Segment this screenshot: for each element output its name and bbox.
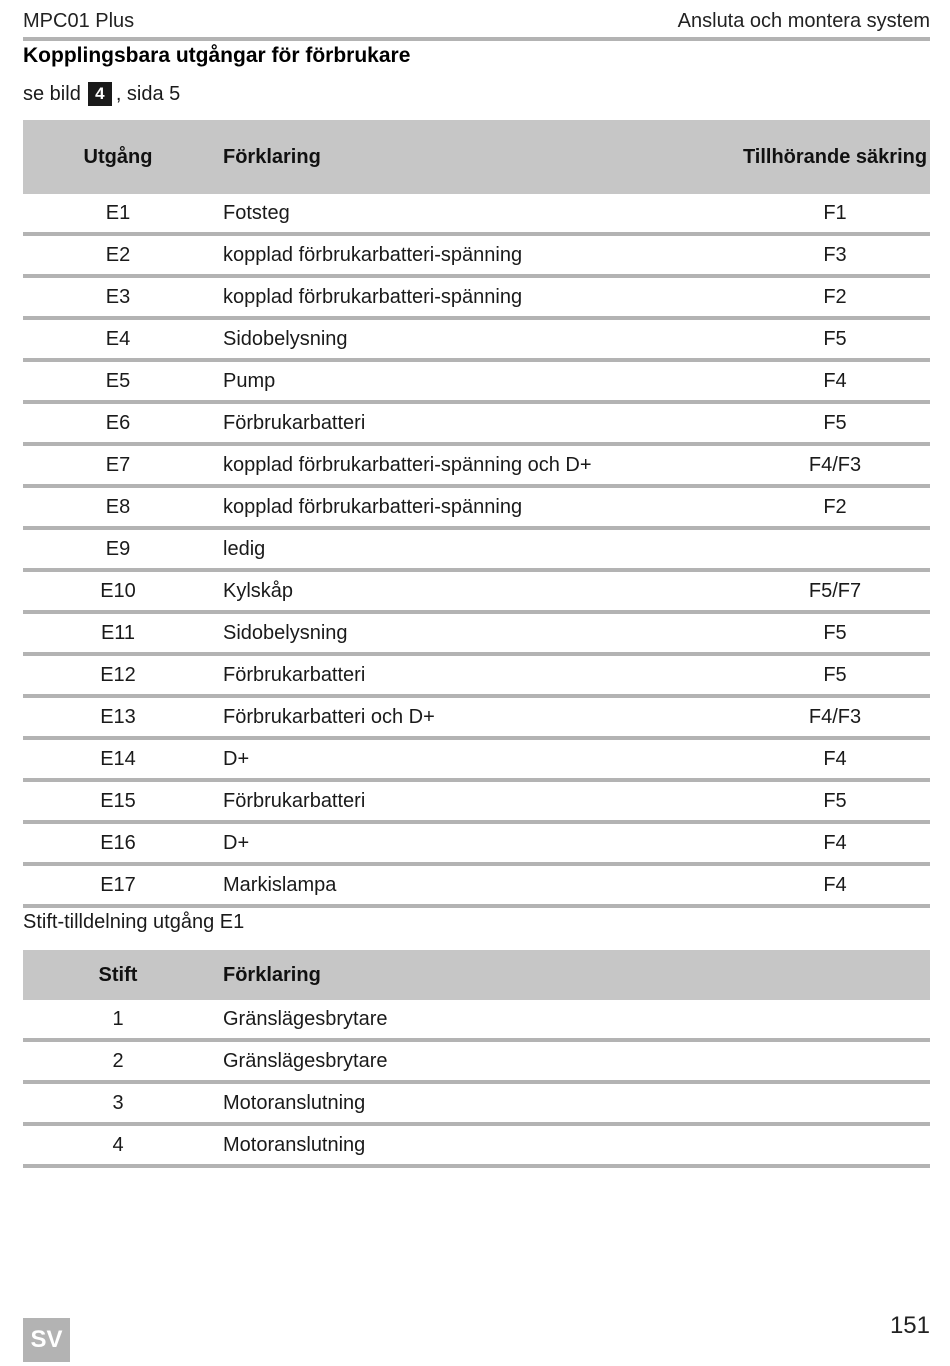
table-cell: F5/F7: [740, 570, 930, 612]
table-row: [23, 864, 930, 906]
table-cell: Markislampa: [213, 864, 740, 906]
table-cell: F5: [740, 402, 930, 444]
table-cell: F2: [740, 486, 930, 528]
table-cell: F4/F3: [740, 444, 930, 486]
table-cell: Motoranslutning: [213, 1082, 930, 1124]
table-row: [23, 276, 930, 318]
table-cell: [740, 528, 930, 570]
table-cell: 1: [23, 1000, 213, 1040]
table-cell: E13: [23, 696, 213, 738]
outputs-table: [23, 120, 930, 908]
table-cell: F5: [740, 780, 930, 822]
table-cell: kopplad förbrukarbatteri-spänning och D+: [213, 444, 740, 486]
table-cell: ledig: [213, 528, 740, 570]
header-divider: [23, 37, 930, 41]
table-cell: E17: [23, 864, 213, 906]
table-cell: E16: [23, 822, 213, 864]
table-cell: E3: [23, 276, 213, 318]
table-row: [23, 1000, 930, 1040]
table-row: [23, 822, 930, 864]
table-row: [23, 1082, 930, 1124]
table-row: [23, 738, 930, 780]
table-cell: F2: [740, 276, 930, 318]
table-row: [23, 570, 930, 612]
table-cell: E15: [23, 780, 213, 822]
column-header-output: Utgång: [23, 120, 213, 194]
table-cell: 2: [23, 1040, 213, 1082]
page-number: 151: [889, 1312, 930, 1339]
table-cell: D+: [213, 822, 740, 864]
table-row: [23, 1040, 930, 1082]
table-row: [23, 486, 930, 528]
table-cell: E9: [23, 528, 213, 570]
table-cell: F3: [740, 234, 930, 276]
language-badge: SV: [23, 1318, 70, 1362]
chapter-title: Ansluta och montera system: [677, 9, 930, 32]
table-cell: F1: [740, 194, 930, 234]
table-cell: F4: [740, 738, 930, 780]
table-row: [23, 654, 930, 696]
pins-table: [23, 950, 930, 1168]
table-cell: Sidobelysning: [213, 318, 740, 360]
pin-assignment-title: Stift-tilldelning utgång E1: [23, 911, 245, 933]
table-cell: F4: [740, 360, 930, 402]
table-cell: Gränslägesbrytare: [213, 1000, 930, 1040]
table-cell: E14: [23, 738, 213, 780]
section-title: Kopplingsbara utgångar för förbrukare: [23, 44, 411, 67]
table-cell: Förbrukarbatteri och D+: [213, 696, 740, 738]
table-row: [23, 696, 930, 738]
table-cell: F5: [740, 612, 930, 654]
table-cell: E2: [23, 234, 213, 276]
table-row: [23, 1124, 930, 1166]
figure-reference: [23, 82, 180, 106]
column-header-explanation: Förklaring: [213, 950, 930, 1000]
table-row: [23, 318, 930, 360]
table-row: [23, 612, 930, 654]
table-cell: E11: [23, 612, 213, 654]
table-cell: Pump: [213, 360, 740, 402]
table-row: [23, 444, 930, 486]
figure-reference-prefix: se bild: [23, 82, 81, 105]
table-row: [23, 528, 930, 570]
column-header-fuse: Tillhörande säkring: [740, 120, 930, 194]
table-cell: Kylskåp: [213, 570, 740, 612]
table-cell: D+: [213, 738, 740, 780]
table-cell: Motoranslutning: [213, 1124, 930, 1166]
table-cell: 3: [23, 1082, 213, 1124]
column-header-pin: Stift: [23, 950, 213, 1000]
table-cell: F4: [740, 864, 930, 906]
table-cell: E1: [23, 194, 213, 234]
outputs-table-header: [23, 120, 930, 194]
column-header-explanation: Förklaring: [213, 120, 740, 194]
figure-reference-suffix: , sida 5: [115, 82, 181, 105]
document-title: MPC01 Plus: [23, 9, 135, 32]
table-cell: Förbrukarbatteri: [213, 654, 740, 696]
table-cell: Gränslägesbrytare: [213, 1040, 930, 1082]
table-row: [23, 402, 930, 444]
table-row: [23, 780, 930, 822]
table-cell: E12: [23, 654, 213, 696]
table-cell: F5: [740, 318, 930, 360]
pins-table-header: [23, 950, 930, 1000]
table-cell: Sidobelysning: [213, 612, 740, 654]
table-row: [23, 234, 930, 276]
table-cell: F4: [740, 822, 930, 864]
page-header: [23, 6, 930, 36]
table-cell: E4: [23, 318, 213, 360]
table-cell: kopplad förbrukarbatteri-spänning: [213, 276, 740, 318]
table-cell: E8: [23, 486, 213, 528]
table-cell: E6: [23, 402, 213, 444]
table-cell: kopplad förbrukarbatteri-spänning: [213, 486, 740, 528]
table-cell: kopplad förbrukarbatteri-spänning: [213, 234, 740, 276]
table-cell: F4/F3: [740, 696, 930, 738]
table-row: [23, 360, 930, 402]
table-row: [23, 194, 930, 234]
table-cell: E7: [23, 444, 213, 486]
table-cell: E5: [23, 360, 213, 402]
table-cell: Fotsteg: [213, 194, 740, 234]
table-cell: F5: [740, 654, 930, 696]
table-cell: 4: [23, 1124, 213, 1166]
table-cell: E10: [23, 570, 213, 612]
table-cell: Förbrukarbatteri: [213, 780, 740, 822]
table-cell: Förbrukarbatteri: [213, 402, 740, 444]
figure-number-badge: 4: [88, 82, 112, 106]
